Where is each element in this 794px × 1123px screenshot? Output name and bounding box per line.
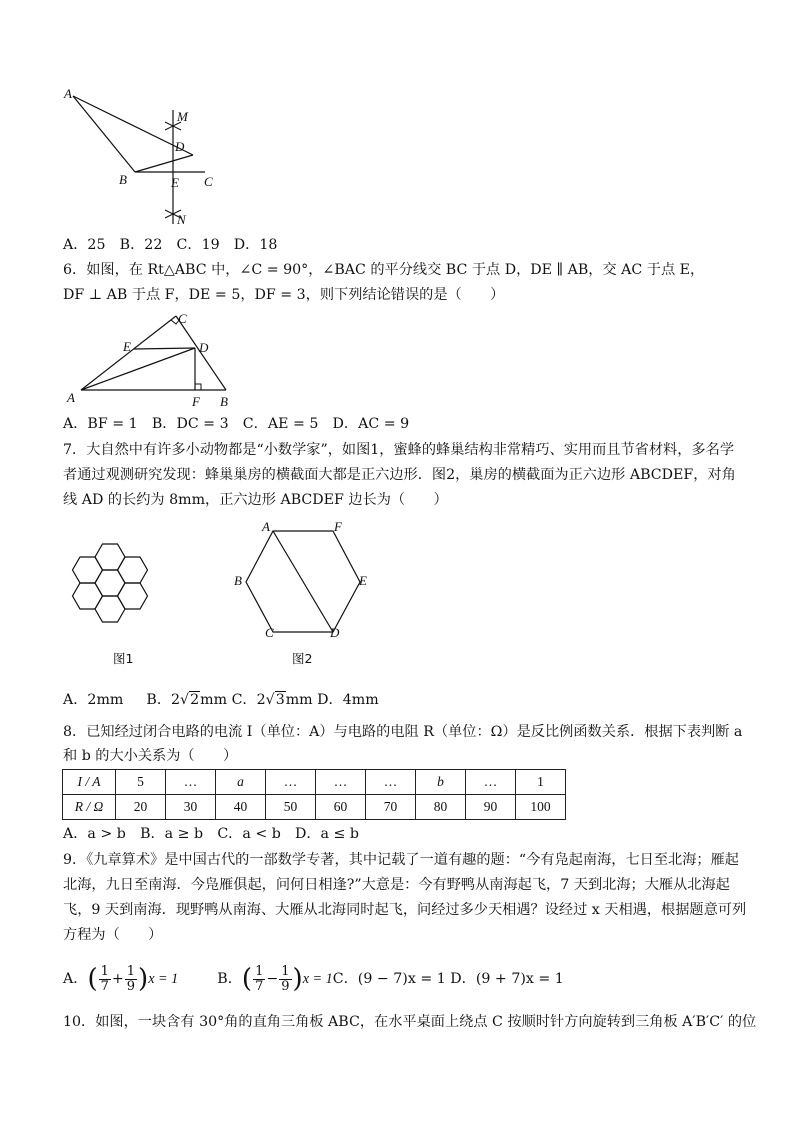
q6-label-f: F	[192, 394, 200, 408]
q7-fig2-hexagon	[228, 516, 378, 670]
q7-fig2-caption: 图2	[292, 651, 313, 666]
q7-hex-label-b: B	[234, 573, 242, 588]
q7-hex-label-a: A	[262, 519, 270, 534]
q5-label-m: M	[177, 109, 188, 124]
q7-opt-b-radicand: 2	[190, 692, 200, 708]
honeycomb-cell	[73, 557, 103, 583]
q5-label-a: A	[64, 86, 72, 101]
table-cell: 90	[466, 795, 516, 820]
table-cell: 100	[516, 795, 566, 820]
q9-frac-1-9: $\frac{1}{9}$	[126, 963, 136, 994]
q5-label-b: B	[119, 172, 127, 187]
honeycomb-cell	[95, 570, 125, 596]
q9-stem-line1: 9．《九章算术》是中国古代的一部数学专著，其中记载了一道有趣的题：“今有凫起南海，七日至北海；雁起	[63, 852, 739, 868]
q7-opt-a: A．2mm	[63, 692, 124, 708]
q7-stem-line2: 者通过观测研究发现：蜂巢巢房的横截面大都是正六边形．图2，巢房的横截面为正六边形 ABCDEF，对角	[63, 467, 736, 483]
q8-data-table	[62, 769, 566, 820]
q9-frac-1-9: $\frac{1}{9}$	[281, 963, 290, 994]
q6-options: A．BF = 1 B．DC = 3 C．AE = 5 D．AC = 9	[63, 416, 410, 432]
q9-opt-c: C．(9 − 7)x = 1	[332, 971, 446, 987]
q6-figure	[62, 308, 242, 408]
table-cell: a	[216, 770, 266, 795]
q7-opt-c-radicand: 3	[275, 692, 285, 708]
q9-opt-d: D．(9 + 7)x = 1	[450, 971, 564, 987]
q7-stem-line1: 7．大自然中有许多小动物都是“小数学家”，如图1，蜜蜂的蜂巢结构非常精巧、实用而且节省材料，多名学	[63, 442, 735, 458]
table-cell: 1	[516, 770, 566, 795]
q7-fig1-caption: 图1	[113, 651, 134, 666]
q6-stem-line2: DF ⊥ AB 于点 F，DE = 5，DF = 3，则下列结论错误的是（ ）	[63, 287, 505, 303]
table-cell: b	[416, 770, 466, 795]
table-cell: 60	[316, 795, 366, 820]
q5-label-n: N	[177, 212, 186, 227]
table-cell: I / A	[63, 770, 116, 795]
table-cell: 5	[116, 770, 166, 795]
q6-label-d: D	[199, 340, 209, 355]
q9-opt-a-label: A．	[63, 971, 88, 987]
table-cell: …	[366, 770, 416, 795]
q10-stem-line1: 10．如图，一块含有 30°角的直角三角板 ABC，在水平桌面上绕点 C 按顺时针方向旋转到三角板 A′B′C′ 的位	[63, 1014, 757, 1030]
q7-opt-b-prefix: B．2	[146, 692, 181, 708]
q9-plus: +	[111, 971, 124, 987]
q5-label-c: C	[204, 174, 213, 189]
q7-hex-label-f: F	[334, 519, 342, 534]
q6-stem-line1: 6．如图，在 Rt△ABC 中，∠C = 90°，∠BAC 的平分线交 BC 于点 D，DE ∥ AB，交 AC 于点 E，	[63, 262, 705, 278]
q8-stem-line1: 8．已知经过闭合电路的电流 I（单位：A）与电路的电阻 R（单位：Ω）是反比例函数关系．根据下表判断 a	[63, 724, 743, 740]
q7-hex-label-d: D	[330, 625, 340, 640]
table-cell: R / Ω	[63, 795, 116, 820]
honeycomb-cell	[73, 583, 103, 609]
q7-stem-line3: 线 AD 的长约为 8mm，正六边形 ABCDEF 边长为（ ）	[63, 492, 448, 508]
table-cell: 50	[266, 795, 316, 820]
table-row	[63, 795, 566, 820]
q7-sqrt-sign: √	[265, 692, 275, 708]
table-cell: …	[466, 770, 516, 795]
q7-sqrt-sign: √	[180, 692, 190, 708]
table-cell: …	[316, 770, 366, 795]
q9-stem-line4: 方程为（ ）	[63, 927, 163, 943]
q9-stem-line3: 飞，9 天到南海．现野鸭从南海、大雁从北海同时起飞，问经过多少天相遇？设经过 x 天相遇，根据题意可列	[63, 902, 747, 918]
q7-hex-label-c: C	[265, 625, 274, 640]
q5-label-d: D	[175, 139, 185, 154]
honeycomb-cell	[118, 583, 148, 609]
q6-label-c: C	[178, 311, 187, 326]
q7-options	[63, 690, 379, 710]
q6-label-e: E	[123, 339, 131, 354]
q7-opt-b-unit: mm	[200, 692, 228, 708]
q9-opt-a-eq: x = 1	[148, 971, 179, 987]
q9-minus: −	[266, 971, 279, 987]
q7-opt-c-prefix: C．2	[231, 692, 266, 708]
q6-label-b: B	[220, 394, 228, 408]
table-cell: 20	[116, 795, 166, 820]
q8-stem-line2: 和 b 的大小关系为（ ）	[63, 748, 238, 764]
q9-stem-line2: 北海，九日至南海．今凫雁俱起，问何日相逢?”大意是：今有野鸭从南海起飞，7 天到北海；大雁从北海起	[63, 877, 730, 893]
q5-label-e: E	[171, 175, 179, 190]
q9-opt-b-eq: x = 1	[302, 971, 333, 987]
q8-options: A．a > b B．a ≥ b C．a < b D．a ≤ b	[63, 826, 360, 842]
honeycomb-cell	[95, 544, 125, 570]
q5-options: A．25 B．22 C．19 D．18	[63, 237, 278, 253]
q7-fig1-honeycomb	[62, 530, 162, 670]
q6-label-a: A	[67, 390, 75, 405]
honeycomb-cell	[118, 557, 148, 583]
q9-frac-1-7: $\frac{1}{7}$	[255, 963, 264, 994]
table-cell: 80	[416, 795, 466, 820]
table-cell: 70	[366, 795, 416, 820]
q9-options: A．( $\frac{1}{7}$ + $\frac{1}{9}$ )x = 1 B．( $\frac{1}{7}$ − $\frac{1}{9}$ )x = 1C．(9 − 7)x = 1 D．(9 + 7)x = 1	[63, 963, 564, 994]
table-cell: 30	[166, 795, 216, 820]
table-cell: …	[166, 770, 216, 795]
q7-opt-c-unit: mm	[285, 692, 313, 708]
honeycomb-cell	[95, 596, 125, 622]
table-row	[63, 770, 566, 795]
table-cell: …	[266, 770, 316, 795]
q9-frac-1-7: $\frac{1}{7}$	[100, 963, 109, 994]
q7-opt-d: D．4mm	[317, 692, 379, 708]
q7-hex-label-e: E	[359, 573, 367, 588]
q5-figure	[60, 84, 220, 234]
table-cell: 40	[216, 795, 266, 820]
q9-opt-b-label: B．	[217, 971, 242, 987]
